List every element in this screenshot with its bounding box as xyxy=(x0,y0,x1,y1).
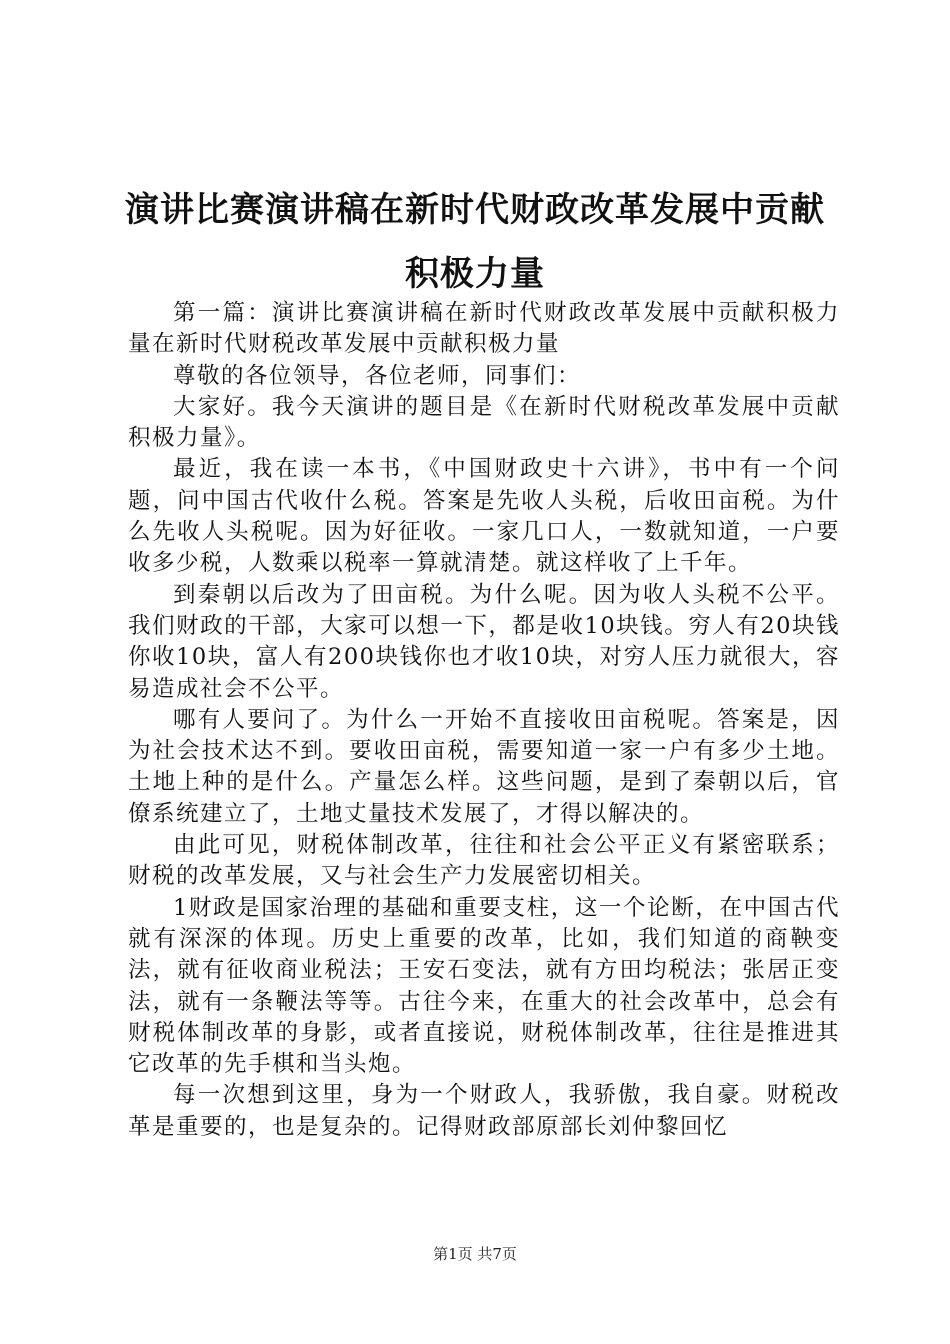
paragraph: 到秦朝以后改为了田亩税。为什么呢。因为收人头税不公平。我们财政的干部，大家可以想一下，都是收10块钱。穷人有20块钱你收10块，富人有200块钱你也才收10块，对穷人压力就很大，容易造成社会不公平。 xyxy=(128,581,840,702)
page-footer: 第1页 共7页 xyxy=(433,1245,517,1263)
paragraph: 尊敬的各位领导，各位老师，同事们： xyxy=(173,362,582,389)
paragraph: 第一篇：演讲比赛演讲稿在新时代财政改革发展中贡献积极力量在新时代财税改革发展中贡献积极力量 xyxy=(128,300,840,358)
document-body xyxy=(128,298,840,1143)
paragraph: 1财政是国家治理的基础和重要支柱，这一个论断，在中国古代就有深深的体现。历史上重要的改革，比如，我们知道的商鞅变法，就有征收商业税法；王安石变法，就有方田均税法；张居正变法，就有一条鞭法等等。古往今来，在重大的社会改革中，总会有财税体制改革的身影，或者直接说，财税体制改革，往往是推进其它改革的先手棋和当头炮。 xyxy=(128,894,840,1078)
paragraph: 大家好。我今天演讲的题目是《在新时代财税改革发展中贡献积极力量》。 xyxy=(128,393,840,452)
paragraph: 由此可见，财税体制改革，往往和社会公平正义有紧密联系；财税的改革发展，又与社会生产力发展密切相关。 xyxy=(128,832,840,890)
paragraph: 最近，我在读一本书，《中国财政史十六讲》，书中有一个问题，问中国古代收什么税。答案是先收人头税，后收田亩税。为什么先收人头税呢。因为好征收。一家几口人，一数就知道，一户要收多少税，人数乘以税率一算就清楚。就这样收了上千年。 xyxy=(128,456,840,577)
document-title: 演讲比赛演讲稿在新时代财政改革发展中贡献积极力量 xyxy=(125,190,825,294)
paragraph: 每一次想到这里，身为一个财政人，我骄傲，我自豪。财税改革是重要的，也是复杂的。记得财政部原部长刘仲黎回忆 xyxy=(128,1082,840,1140)
paragraph: 哪有人要问了。为什么一开始不直接收田亩税呢。答案是，因为社会技术达不到。要收田亩税，需要知道一家一户有多少土地。土地上种的是什么。产量怎么样。这些问题，是到了秦朝以后，官僚系统建立了，土地丈量技术发展了，才得以解决的。 xyxy=(128,706,840,827)
